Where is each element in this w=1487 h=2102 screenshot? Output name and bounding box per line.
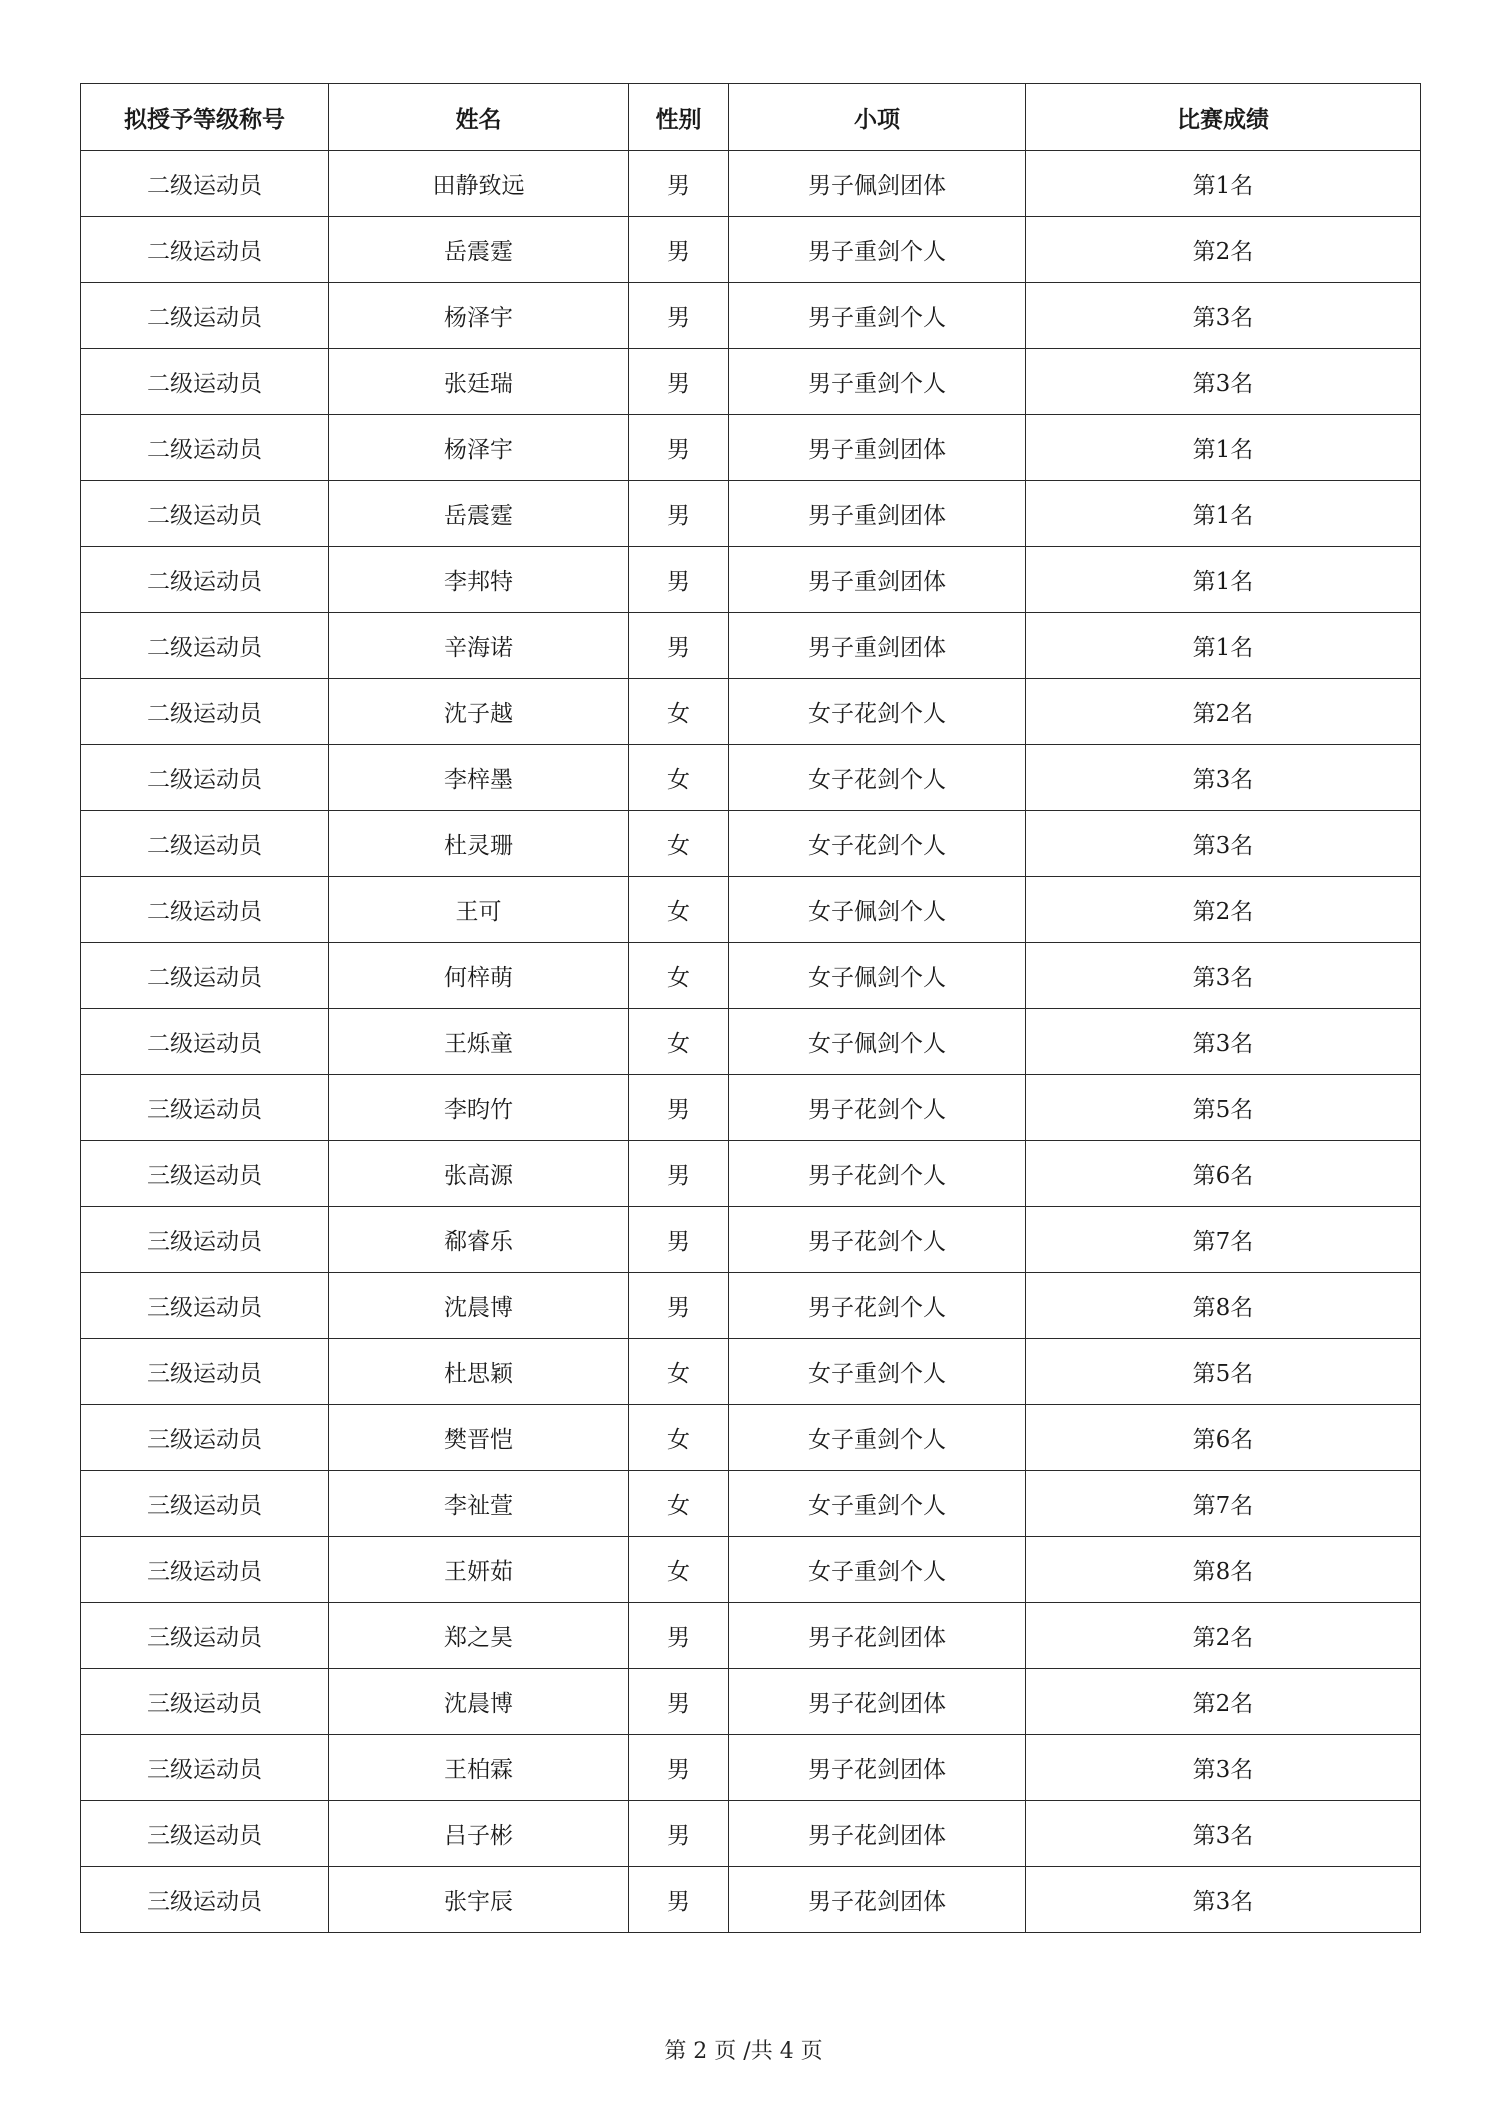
table-row xyxy=(81,1009,1421,1075)
cell-gender: 男 xyxy=(629,1801,729,1867)
table-row xyxy=(81,877,1421,943)
athlete-grade-table xyxy=(80,83,1421,1933)
cell-gender: 男 xyxy=(629,1867,729,1933)
cell-name: 沈晨博 xyxy=(329,1669,629,1735)
cell-event: 男子花剑团体 xyxy=(729,1867,1026,1933)
cell-grade-title: 三级运动员 xyxy=(81,1537,329,1603)
cell-event: 男子重剑团体 xyxy=(729,547,1026,613)
cell-name: 岳震霆 xyxy=(329,481,629,547)
cell-event: 男子花剑个人 xyxy=(729,1273,1026,1339)
cell-event: 女子佩剑个人 xyxy=(729,1009,1026,1075)
cell-gender: 女 xyxy=(629,811,729,877)
cell-name: 张廷瑞 xyxy=(329,349,629,415)
cell-name: 张宇辰 xyxy=(329,1867,629,1933)
cell-event: 女子重剑个人 xyxy=(729,1405,1026,1471)
cell-grade-title: 二级运动员 xyxy=(81,745,329,811)
cell-grade-title: 二级运动员 xyxy=(81,415,329,481)
cell-gender: 男 xyxy=(629,283,729,349)
cell-name: 王烁童 xyxy=(329,1009,629,1075)
table-row xyxy=(81,811,1421,877)
cell-gender: 女 xyxy=(629,679,729,745)
cell-result: 第1名 xyxy=(1026,547,1421,613)
cell-event: 女子重剑个人 xyxy=(729,1537,1026,1603)
header-row xyxy=(81,84,1421,151)
cell-name: 沈晨博 xyxy=(329,1273,629,1339)
cell-event: 女子佩剑个人 xyxy=(729,943,1026,1009)
cell-name: 杜思颖 xyxy=(329,1339,629,1405)
cell-grade-title: 二级运动员 xyxy=(81,613,329,679)
cell-event: 男子重剑个人 xyxy=(729,217,1026,283)
table-row xyxy=(81,217,1421,283)
cell-grade-title: 三级运动员 xyxy=(81,1669,329,1735)
cell-grade-title: 三级运动员 xyxy=(81,1801,329,1867)
cell-gender: 男 xyxy=(629,1207,729,1273)
cell-grade-title: 三级运动员 xyxy=(81,1471,329,1537)
cell-name: 杨泽宇 xyxy=(329,283,629,349)
cell-name: 樊晋恺 xyxy=(329,1405,629,1471)
cell-gender: 女 xyxy=(629,1339,729,1405)
cell-result: 第5名 xyxy=(1026,1075,1421,1141)
cell-gender: 男 xyxy=(629,1075,729,1141)
cell-result: 第3名 xyxy=(1026,943,1421,1009)
table-row xyxy=(81,1801,1421,1867)
cell-name: 李昀竹 xyxy=(329,1075,629,1141)
table-row xyxy=(81,613,1421,679)
cell-event: 男子重剑团体 xyxy=(729,481,1026,547)
table-row xyxy=(81,1471,1421,1537)
cell-result: 第3名 xyxy=(1026,1009,1421,1075)
cell-result: 第3名 xyxy=(1026,283,1421,349)
cell-result: 第1名 xyxy=(1026,613,1421,679)
cell-name: 岳震霆 xyxy=(329,217,629,283)
cell-gender: 男 xyxy=(629,613,729,679)
cell-name: 杨泽宇 xyxy=(329,415,629,481)
cell-name: 王柏霖 xyxy=(329,1735,629,1801)
header-gender: 性别 xyxy=(629,84,729,151)
table-row xyxy=(81,481,1421,547)
cell-result: 第3名 xyxy=(1026,811,1421,877)
table-row xyxy=(81,349,1421,415)
cell-grade-title: 二级运动员 xyxy=(81,679,329,745)
table-row xyxy=(81,679,1421,745)
cell-result: 第3名 xyxy=(1026,745,1421,811)
page-number: 第 2 页 /共 4 页 xyxy=(664,2039,823,2064)
cell-grade-title: 二级运动员 xyxy=(81,151,329,217)
table-row xyxy=(81,1867,1421,1933)
cell-result: 第2名 xyxy=(1026,1669,1421,1735)
cell-gender: 男 xyxy=(629,481,729,547)
cell-grade-title: 二级运动员 xyxy=(81,1009,329,1075)
cell-grade-title: 三级运动员 xyxy=(81,1075,329,1141)
cell-name: 王可 xyxy=(329,877,629,943)
cell-grade-title: 三级运动员 xyxy=(81,1735,329,1801)
cell-grade-title: 三级运动员 xyxy=(81,1141,329,1207)
cell-event: 男子重剑个人 xyxy=(729,349,1026,415)
cell-event: 女子佩剑个人 xyxy=(729,877,1026,943)
cell-gender: 女 xyxy=(629,1405,729,1471)
cell-name: 沈子越 xyxy=(329,679,629,745)
table-row xyxy=(81,1339,1421,1405)
cell-event: 男子花剑个人 xyxy=(729,1141,1026,1207)
cell-gender: 男 xyxy=(629,547,729,613)
table-row xyxy=(81,1603,1421,1669)
cell-grade-title: 二级运动员 xyxy=(81,349,329,415)
cell-gender: 男 xyxy=(629,349,729,415)
header-name: 姓名 xyxy=(329,84,629,151)
table-row xyxy=(81,1537,1421,1603)
table-row xyxy=(81,1735,1421,1801)
cell-result: 第8名 xyxy=(1026,1273,1421,1339)
cell-name: 郗睿乐 xyxy=(329,1207,629,1273)
cell-result: 第1名 xyxy=(1026,151,1421,217)
cell-gender: 女 xyxy=(629,943,729,1009)
cell-event: 女子花剑个人 xyxy=(729,745,1026,811)
cell-gender: 男 xyxy=(629,217,729,283)
cell-grade-title: 二级运动员 xyxy=(81,481,329,547)
cell-name: 吕子彬 xyxy=(329,1801,629,1867)
table-row xyxy=(81,415,1421,481)
cell-gender: 女 xyxy=(629,877,729,943)
cell-name: 田静致远 xyxy=(329,151,629,217)
cell-gender: 男 xyxy=(629,415,729,481)
cell-grade-title: 二级运动员 xyxy=(81,811,329,877)
table-row xyxy=(81,1273,1421,1339)
table-row xyxy=(81,1141,1421,1207)
cell-result: 第6名 xyxy=(1026,1141,1421,1207)
cell-event: 女子花剑个人 xyxy=(729,811,1026,877)
cell-gender: 女 xyxy=(629,1537,729,1603)
cell-name: 李邦特 xyxy=(329,547,629,613)
cell-gender: 男 xyxy=(629,1141,729,1207)
cell-grade-title: 三级运动员 xyxy=(81,1273,329,1339)
cell-grade-title: 三级运动员 xyxy=(81,1603,329,1669)
cell-name: 郑之昊 xyxy=(329,1603,629,1669)
cell-event: 女子重剑个人 xyxy=(729,1471,1026,1537)
cell-result: 第2名 xyxy=(1026,1603,1421,1669)
table-row xyxy=(81,1669,1421,1735)
cell-grade-title: 二级运动员 xyxy=(81,547,329,613)
cell-grade-title: 三级运动员 xyxy=(81,1867,329,1933)
header-grade-title: 拟授予等级称号 xyxy=(81,84,329,151)
cell-event: 男子花剑团体 xyxy=(729,1603,1026,1669)
cell-grade-title: 二级运动员 xyxy=(81,217,329,283)
table-row xyxy=(81,745,1421,811)
cell-event: 男子花剑团体 xyxy=(729,1801,1026,1867)
cell-event: 男子佩剑团体 xyxy=(729,151,1026,217)
cell-result: 第3名 xyxy=(1026,1735,1421,1801)
cell-gender: 男 xyxy=(629,1669,729,1735)
cell-grade-title: 二级运动员 xyxy=(81,943,329,1009)
cell-gender: 男 xyxy=(629,1273,729,1339)
cell-name: 辛海诺 xyxy=(329,613,629,679)
table-header xyxy=(81,84,1421,151)
cell-gender: 男 xyxy=(629,151,729,217)
table-row xyxy=(81,943,1421,1009)
cell-name: 张高源 xyxy=(329,1141,629,1207)
cell-name: 王妍茹 xyxy=(329,1537,629,1603)
cell-event: 男子花剑个人 xyxy=(729,1207,1026,1273)
cell-result: 第2名 xyxy=(1026,877,1421,943)
cell-gender: 女 xyxy=(629,1009,729,1075)
cell-result: 第2名 xyxy=(1026,679,1421,745)
header-event: 小项 xyxy=(729,84,1026,151)
cell-event: 男子重剑团体 xyxy=(729,613,1026,679)
table-row xyxy=(81,547,1421,613)
cell-gender: 女 xyxy=(629,745,729,811)
table-row xyxy=(81,1075,1421,1141)
cell-event: 男子花剑团体 xyxy=(729,1735,1026,1801)
cell-result: 第5名 xyxy=(1026,1339,1421,1405)
cell-name: 杜灵珊 xyxy=(329,811,629,877)
cell-event: 男子花剑团体 xyxy=(729,1669,1026,1735)
cell-result: 第3名 xyxy=(1026,1867,1421,1933)
cell-result: 第1名 xyxy=(1026,481,1421,547)
cell-result: 第3名 xyxy=(1026,349,1421,415)
table-row xyxy=(81,1405,1421,1471)
cell-event: 男子花剑个人 xyxy=(729,1075,1026,1141)
cell-grade-title: 二级运动员 xyxy=(81,283,329,349)
cell-result: 第2名 xyxy=(1026,217,1421,283)
cell-grade-title: 三级运动员 xyxy=(81,1339,329,1405)
cell-gender: 男 xyxy=(629,1603,729,1669)
cell-event: 女子花剑个人 xyxy=(729,679,1026,745)
cell-result: 第6名 xyxy=(1026,1405,1421,1471)
cell-name: 李祉萱 xyxy=(329,1471,629,1537)
cell-name: 李梓墨 xyxy=(329,745,629,811)
table-row xyxy=(81,283,1421,349)
cell-grade-title: 三级运动员 xyxy=(81,1405,329,1471)
cell-result: 第7名 xyxy=(1026,1207,1421,1273)
table-body xyxy=(81,151,1421,1933)
cell-result: 第1名 xyxy=(1026,415,1421,481)
cell-result: 第7名 xyxy=(1026,1471,1421,1537)
cell-grade-title: 二级运动员 xyxy=(81,877,329,943)
header-result: 比赛成绩 xyxy=(1026,84,1421,151)
table-row xyxy=(81,151,1421,217)
cell-grade-title: 三级运动员 xyxy=(81,1207,329,1273)
cell-event: 男子重剑团体 xyxy=(729,415,1026,481)
cell-result: 第3名 xyxy=(1026,1801,1421,1867)
cell-event: 女子重剑个人 xyxy=(729,1339,1026,1405)
cell-gender: 男 xyxy=(629,1735,729,1801)
table-row xyxy=(81,1207,1421,1273)
cell-result: 第8名 xyxy=(1026,1537,1421,1603)
cell-name: 何梓萌 xyxy=(329,943,629,1009)
cell-event: 男子重剑个人 xyxy=(729,283,1026,349)
cell-gender: 女 xyxy=(629,1471,729,1537)
